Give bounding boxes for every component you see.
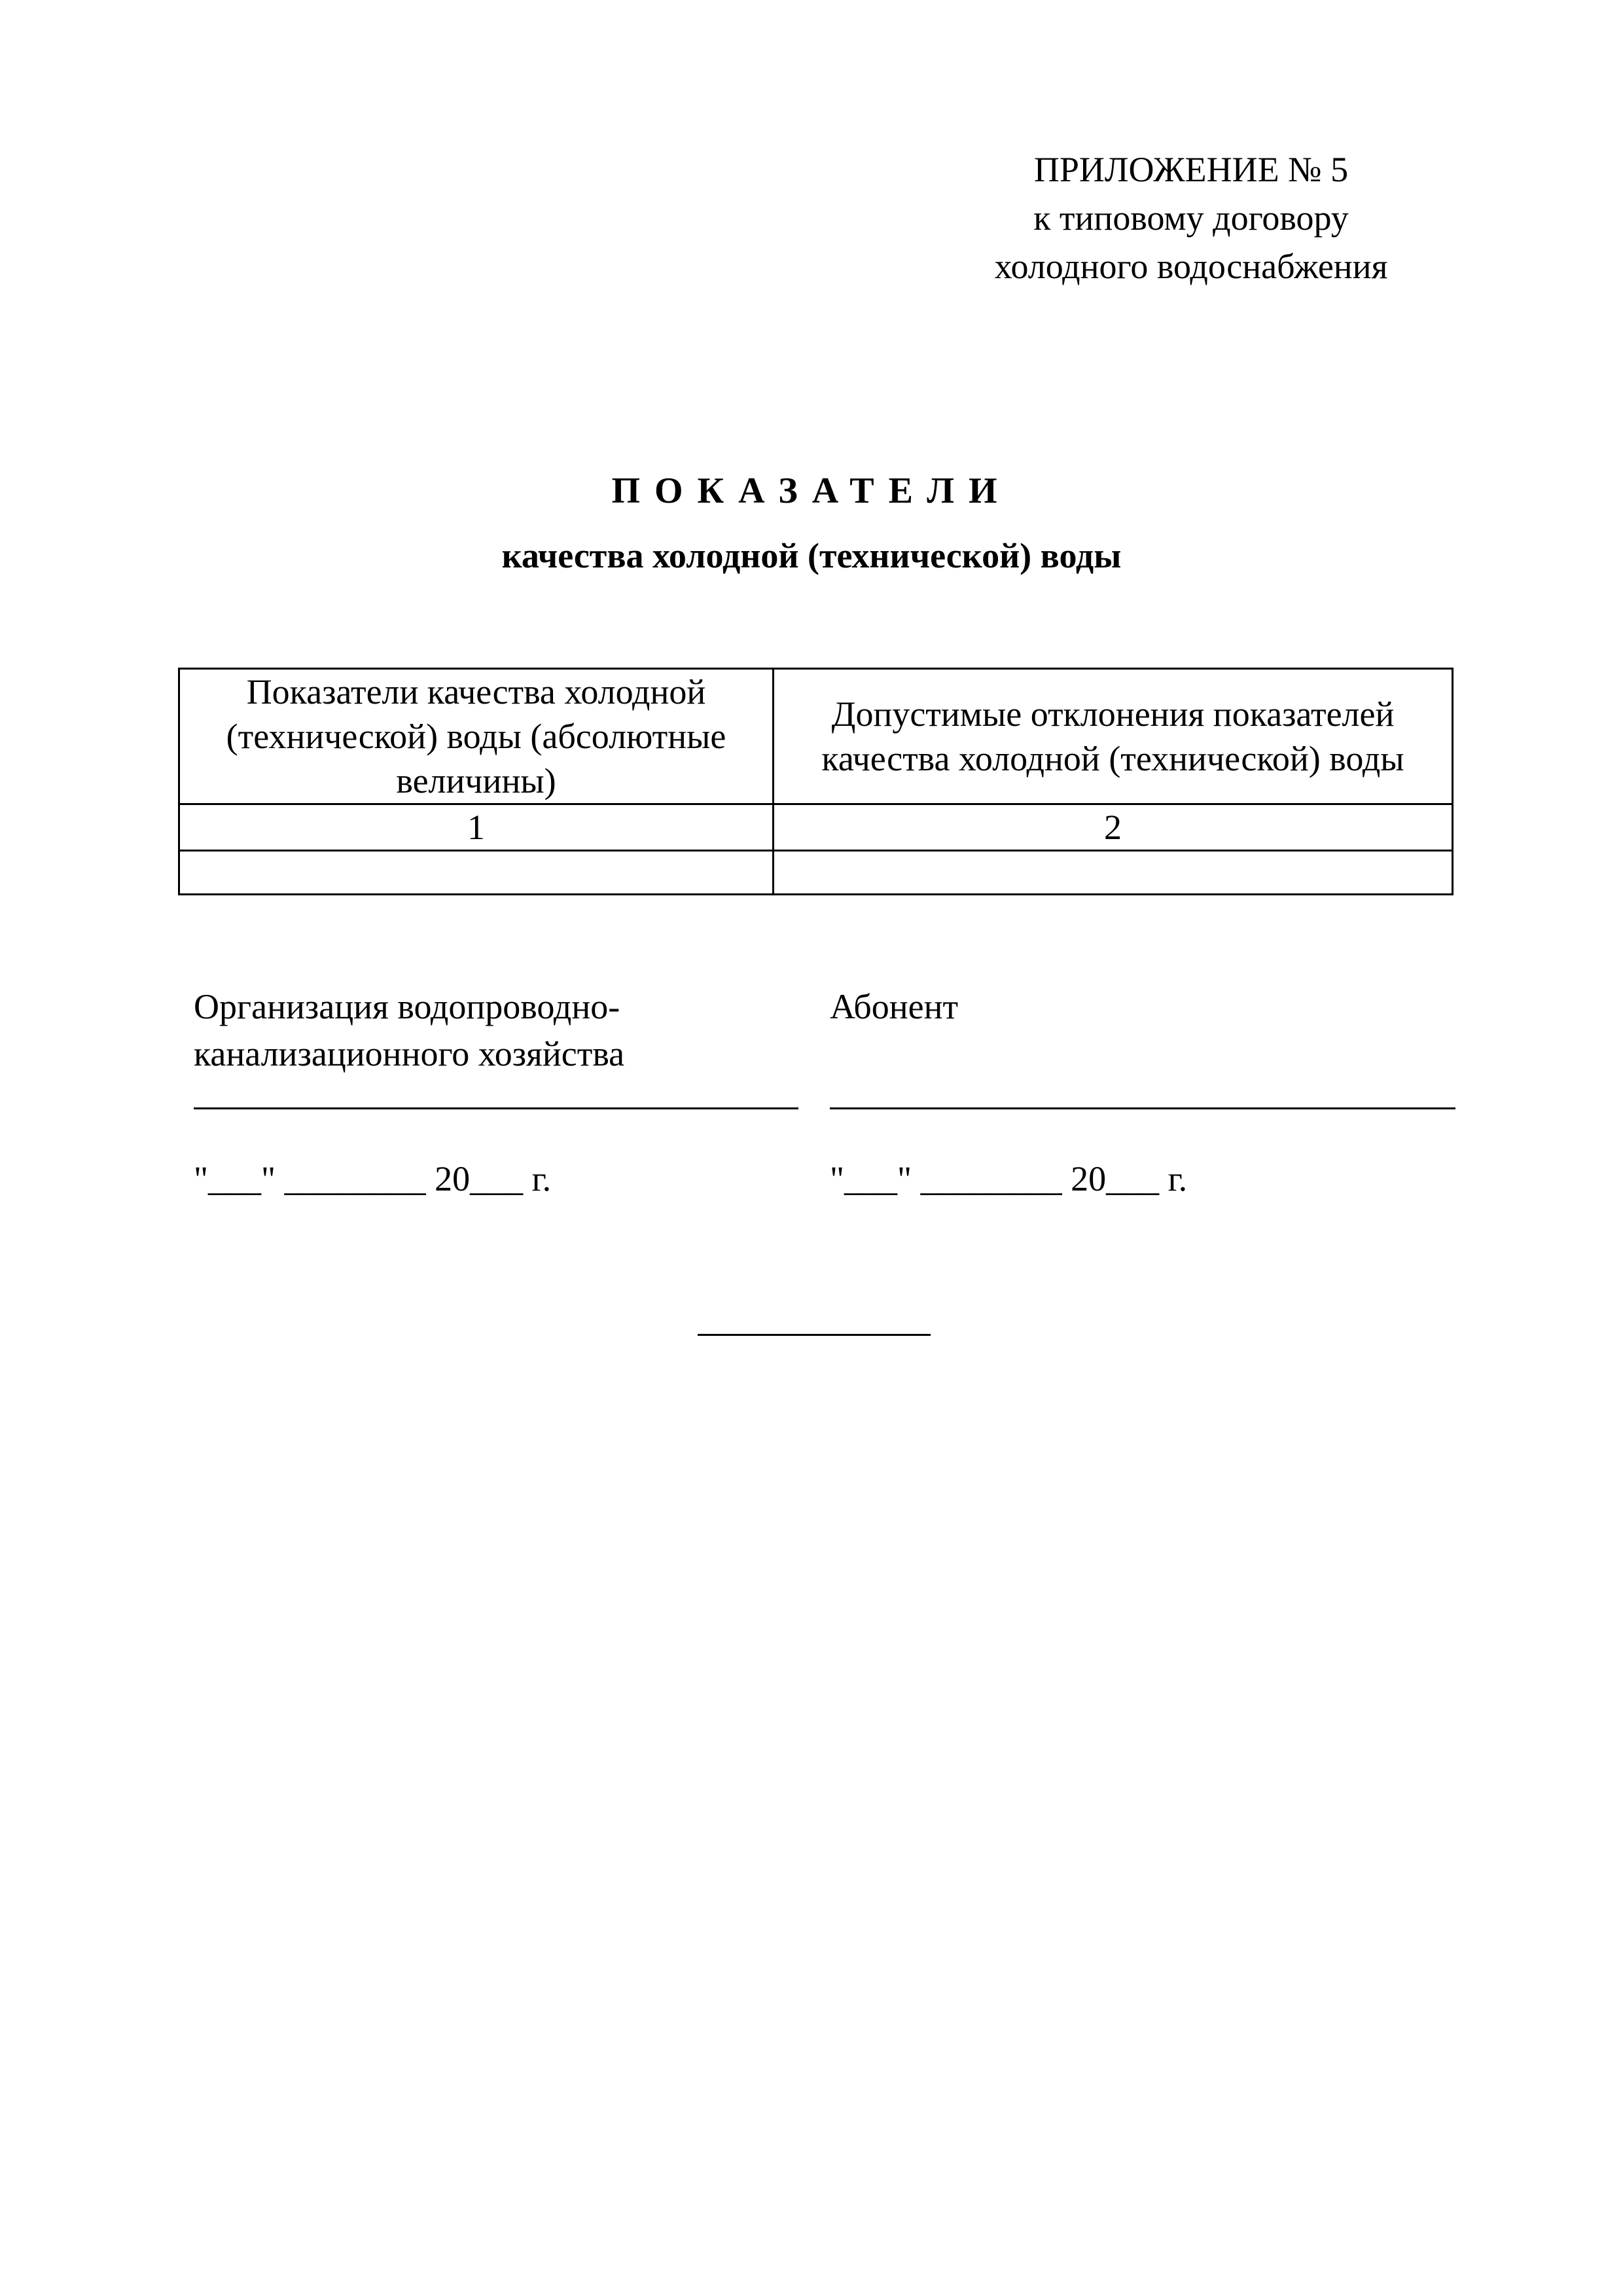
allowed-deviations-header: Допустимые отклонения показателей качества холодной (технической) воды xyxy=(774,669,1453,804)
organization-date-line: "___" ________ 20___ г. xyxy=(194,1159,552,1198)
appendix-contract-ref: к типовому договору xyxy=(1033,198,1349,238)
appendix-header xyxy=(864,145,1518,291)
organization-party-label: Организация водопроводно-канализационного хозяйства xyxy=(194,987,625,1073)
table-header-row xyxy=(179,669,1453,804)
column-number-2: 2 xyxy=(774,804,1453,851)
subscriber-signature-line xyxy=(830,1107,1455,1109)
end-divider xyxy=(698,1334,931,1336)
quality-table xyxy=(178,668,1454,895)
document-subtitle: качества холодной (технической) воды xyxy=(501,536,1122,575)
quality-indicators-header: Показатели качества холодной (технической) воды (абсолютные величины) xyxy=(179,669,774,804)
column-number-row xyxy=(179,804,1453,851)
table-cell xyxy=(179,851,774,895)
subscriber-party-label: Абонент xyxy=(830,987,959,1026)
subscriber-date-line: "___" ________ 20___ г. xyxy=(830,1159,1188,1198)
organization-signature-line xyxy=(194,1107,798,1109)
column-number-1: 1 xyxy=(179,804,774,851)
table-row xyxy=(179,851,1453,895)
appendix-number: ПРИЛОЖЕНИЕ № 5 xyxy=(1033,150,1349,189)
table-cell xyxy=(774,851,1453,895)
appendix-contract-type: холодного водоснабжения xyxy=(994,247,1388,286)
document-title: ПОКАЗАТЕЛИ xyxy=(611,471,1012,511)
